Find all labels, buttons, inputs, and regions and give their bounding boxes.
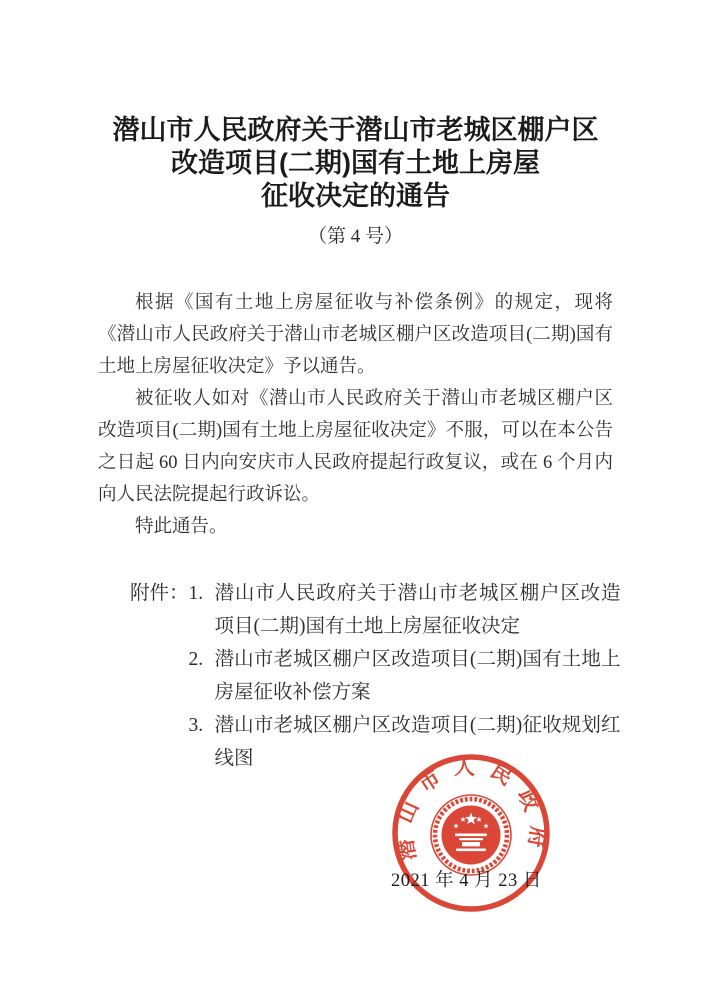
issue-date: 2021 年 4 月 23 日 <box>391 871 542 891</box>
attachment-number: 2. <box>188 649 204 670</box>
body-paragraph-1: 根据《国有土地上房屋征收与补偿条例》的规定，现将《潜山市人民政府关于潜山市老城区棚户区改造项目(二期)国有土地上房屋征收决定》予以通告。 <box>98 293 613 377</box>
attachments-label: 附件： <box>130 583 189 604</box>
document-title <box>98 114 613 213</box>
document-title-line-2: 改造项目(二期)国有土地上房屋 <box>171 148 540 178</box>
document-title-line-1: 潜山市人民政府关于潜山市老城区棚户区 <box>112 115 599 145</box>
document-number: （第 4 号） <box>307 226 403 247</box>
document-title-line-3: 征收决定的通告 <box>261 181 450 211</box>
attachment-title: 潜山市老城区棚户区改造项目(二期)征收规划红线图 <box>214 715 621 769</box>
attachment-number: 3. <box>188 715 204 736</box>
attachment-item <box>189 577 621 643</box>
attachments-section <box>130 577 620 775</box>
document-body <box>98 287 613 543</box>
seal-arc-text: 潜山市人民政府 <box>391 754 551 863</box>
body-paragraph-2: 被征收人如对《潜山市人民政府关于潜山市老城区棚户区改造项目(二期)国有土地上房屋征收决定》不服，可以在本公告之日起 60 日内向安庆市人民政府提起行政复议，或在 6 个月内向人民法院提起行政诉讼。 <box>98 389 613 505</box>
body-paragraph-3: 特此通告。 <box>135 517 228 537</box>
attachment-title: 潜山市人民政府关于潜山市老城区棚户区改造项目(二期)国有土地上房屋征收决定 <box>214 583 621 637</box>
attachment-number: 1. <box>188 583 204 604</box>
national-emblem-icon <box>431 795 511 875</box>
attachment-title: 潜山市老城区棚户区改造项目(二期)国有土地上房屋征收补偿方案 <box>214 649 621 703</box>
attachment-item <box>189 643 621 709</box>
attachments-list <box>189 577 621 775</box>
